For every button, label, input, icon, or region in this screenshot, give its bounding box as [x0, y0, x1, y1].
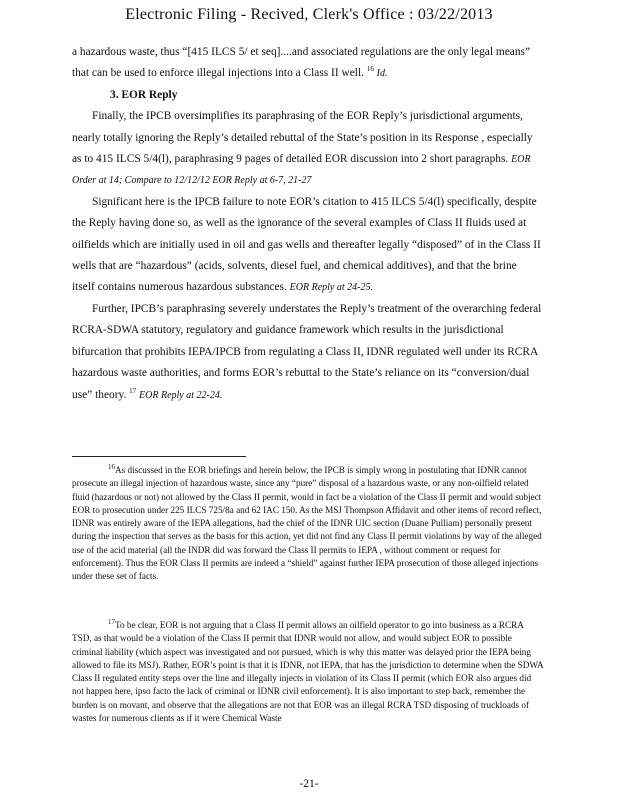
footnote-17 — [72, 619, 544, 725]
paragraph-4 — [72, 299, 542, 406]
page-number: -21- — [299, 778, 319, 790]
paragraph-1-citation: Id. — [376, 68, 388, 80]
page-header: Electronic Filing - Recived, Clerk's Office : 03/22/2013 — [125, 6, 493, 23]
paragraph-4-text: Further, IPCB’s paraphrasing severely understates the Reply’s treatment of the overarching federal RCRA-SDWA statutory, regulatory and guidance framework which results in the jurisdictional bifurcation that prohibits IEPA/IPCB from regulating a Class II, IDNR regulated well under its RCRA hazardous waste authorities, and forms EOR’s rebuttal to the State’s reliance on its “conversion/dual use” theory. — [72, 302, 542, 401]
footnote-16-text: As discussed in the EOR briefings and herein below, the IPCB is simply wrong in postulating that IDNR cannot prosecute an illegal injection of hazardous waste, since any “pure” disposal of a hazardous waste, or any non-oilfield related fluid (hazardous or not) not allowed by the Class II permit, would in fact be a violation of the Class II permit and would subject EOR to prosecution under 225 ILCS 725/8a and 62 IAC 150. As the MSJ Thompson Affidavit and other items of record reflect, IDNR was entirely aware of the IEPA allegations, had the chief of the IDNR UIC section (Duane Pulliam) personally present during the inspection that serves as the basis for this action, yet did not find any Class II permit violations by way of the alleged use of the acid material (all the INDR did was forward the Class II permits to IEPA , without comment or request for enforcement). Thus the EOR Class II permits are indeed a “shield” against further IEPA prosecution of those alleged injections under these set of facts. — [72, 465, 542, 582]
paragraph-2-citation: EOR Order at 14; Compare to 12/12/12 EOR Reply at 6-7, 21-27 — [72, 154, 531, 187]
footnote-separator — [72, 456, 246, 457]
paragraph-1-text: a hazardous waste, thus “[415 ILCS 5/ et seq]....and associated regulations are the only legal means” that can be used to enforce illegal injections into a Class II well. — [72, 46, 531, 80]
section-heading: 3. EOR Reply — [110, 88, 178, 101]
footnote-17-text: To be clear, EOR is not arguing that a Class II permit allows an oilfield operator to go into business as a RCRA TSD, as that would be a violation of the Class II permit that IDNR would not allow, and would subject EOR to possible criminal liability (which aspect was investigated and not pursued, which is why this matter was delayed prior the IEPA being allowed to file its MSJ). Rather, EOR’s point is that it is IDNR, not IEPA, that has the jurisdiction to determine when the SDWA Class II regulated entity steps over the line and illegally injects in violation of its Class II permit (which EOR also argues did not happen here, ipso facto the lack of criminal or IDNR civil enforcement). It is also important to step back, remember the burden is on movant, and observe that the allegations are not that EOR was an illegal RCRA TSD disposing of truckloads of wastes for numerous clients as if it were Chemical Waste — [72, 620, 544, 724]
paragraph-3-citation: EOR Reply at 24-25. — [289, 282, 373, 294]
paragraph-3-text: Significant here is the IPCB failure to note EOR’s citation to 415 ILCS 5/4(l) specifically, despite the Reply having done so, as well as the ignorance of the several examples of Class II fluids used at oilfields which are initially used in oil and gas wells and thereafter legally “disposed” of in the Class II wells that are “hazardous” (acids, solvents, diesel fuel, and chemical additives), and that the brine itself contains numerous hazardous substances. — [72, 195, 541, 294]
paragraph-1 — [72, 42, 542, 85]
footnote-16 — [72, 464, 544, 584]
paragraph-2-text: Finally, the IPCB oversimplifies its paraphrasing of the EOR Reply’s jurisdictional arguments, nearly totally ignoring the Reply’s detailed rebuttal of the State’s position in its Response , especially as to 415 ILCS 5/4(l), paraphrasing 9 pages of detailed EOR discussion into 2 short paragraphs. — [72, 110, 533, 166]
paragraph-2 — [72, 106, 542, 192]
footnote-ref-17: 17 — [129, 386, 137, 395]
footnote-17-mark: 17 — [108, 617, 115, 626]
paragraph-4-citation: EOR Reply at 22-24. — [139, 389, 223, 401]
footnote-ref-16: 16 — [366, 65, 374, 74]
footnote-16-mark: 16 — [108, 462, 115, 471]
paragraph-3 — [72, 192, 542, 299]
body-text — [72, 42, 542, 406]
